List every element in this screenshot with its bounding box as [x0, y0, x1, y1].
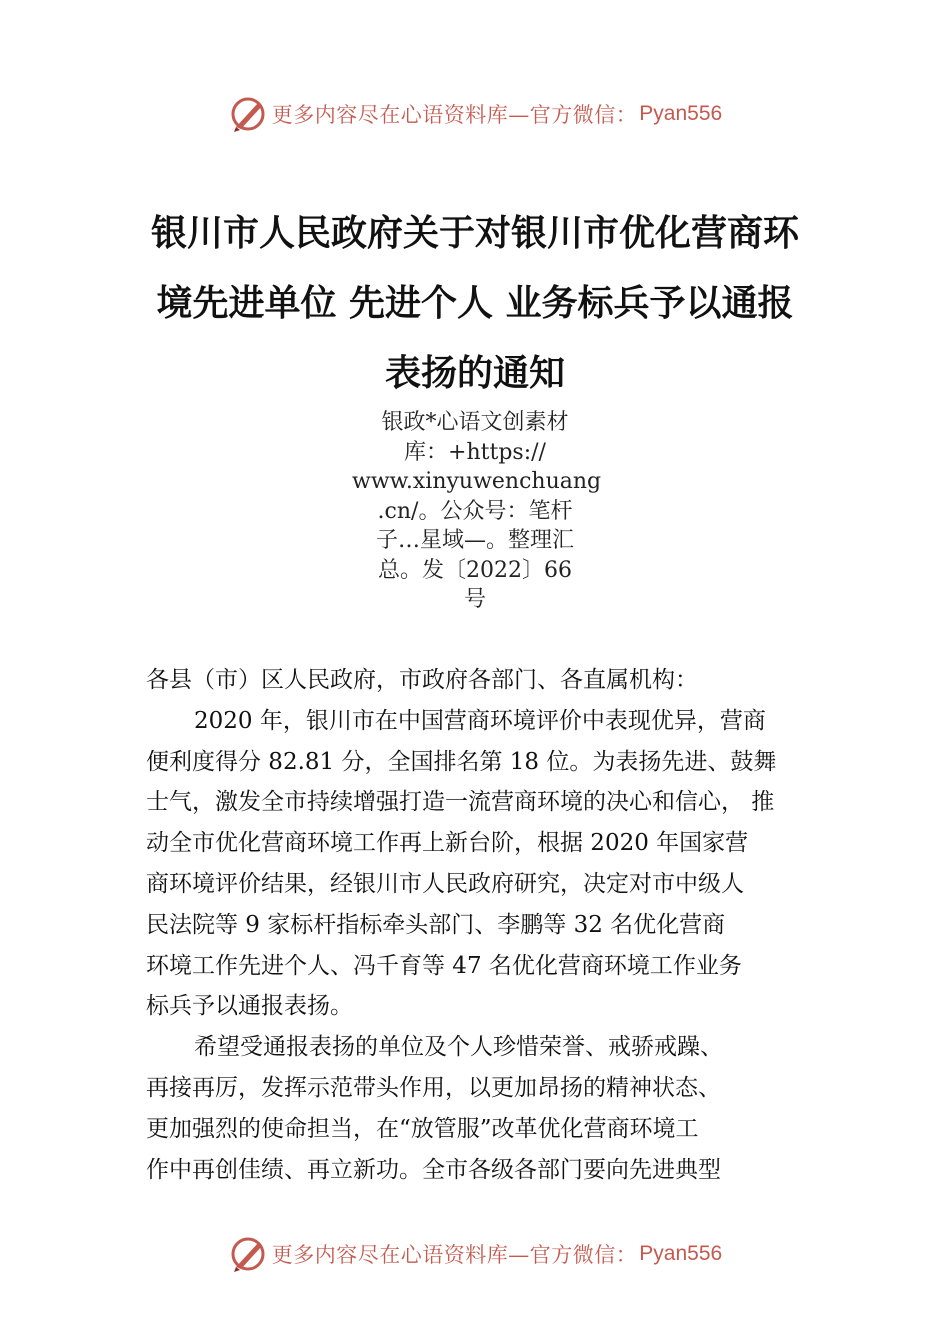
banner-wechat-handle: Pyan556: [639, 1242, 723, 1265]
doc-number-line: 库：+https://: [404, 439, 546, 465]
doc-number-line: 总。发〔2022〕66: [378, 557, 572, 583]
body-line: 商环境评价结果，经银川市人民政府研究，决定对市中级人: [146, 870, 744, 897]
doc-number-line: 银政*心语文创素材: [381, 410, 569, 435]
document-body: [146, 660, 810, 1190]
doc-number-line: www.xinyuwenchuang: [352, 469, 602, 494]
body-line: 作中再创佳绩、再立新功。全市各级各部门要向先进典型: [146, 1156, 721, 1183]
header-watermark-banner: [0, 92, 950, 136]
body-line: 动全市优化营商环境工作再上新台阶，根据 2020 年国家营: [146, 830, 749, 857]
title-line: 银川市人民政府关于对银川市优化营商环: [150, 212, 799, 254]
banner-wechat-handle: Pyan556: [639, 102, 723, 125]
body-line: 便利度得分 82.81 分，全国排名第 18 位。为表扬先进、鼓舞: [146, 748, 777, 775]
banner-text: 更多内容尽在心语资料库—官方微信：: [271, 1243, 638, 1267]
title-line: 表扬的通知: [384, 352, 565, 394]
body-line: 2020 年，银川市在中国营商环境评价中表现优异，营商: [194, 707, 766, 734]
document-title: [140, 198, 810, 408]
banner-text: 更多内容尽在心语资料库—官方微信：: [271, 103, 638, 127]
body-line: 希望受通报表扬的单位及个人珍惜荣誉、戒骄戒躁、: [194, 1034, 723, 1061]
document-number-block: [352, 408, 602, 615]
doc-number-line: 号: [463, 587, 486, 612]
pen-logo-icon: [228, 1234, 268, 1274]
body-line: 标兵予以通报表扬。: [146, 993, 353, 1020]
doc-number-line: .cn/。公众号：笔杆: [377, 498, 573, 524]
footer-watermark-banner: [0, 1232, 950, 1276]
body-line: 士气，激发全市持续增强打造一流营商环境的决心和信心， 推: [146, 789, 775, 816]
salutation: 各县（市）区人民政府，市政府各部门、各直属机构：: [146, 667, 698, 693]
pen-logo-icon: [228, 94, 268, 134]
body-line: 民法院等 9 家标杆指标牵头部门、李鹏等 32 名优化营商: [146, 911, 726, 938]
body-line: 再接再厉，发挥示范带头作用，以更加昂扬的精神状态、: [146, 1074, 721, 1101]
title-line: 境先进单位 先进个人 业务标兵予以通报: [156, 282, 794, 324]
body-line: 更加强烈的使命担当，在“放管服”改革优化营商环境工: [146, 1115, 699, 1142]
doc-number-line: 子…星域—。整理汇: [375, 528, 574, 553]
body-line: 环境工作先进个人、冯千育等 47 名优化营商环境工作业务: [146, 952, 742, 979]
